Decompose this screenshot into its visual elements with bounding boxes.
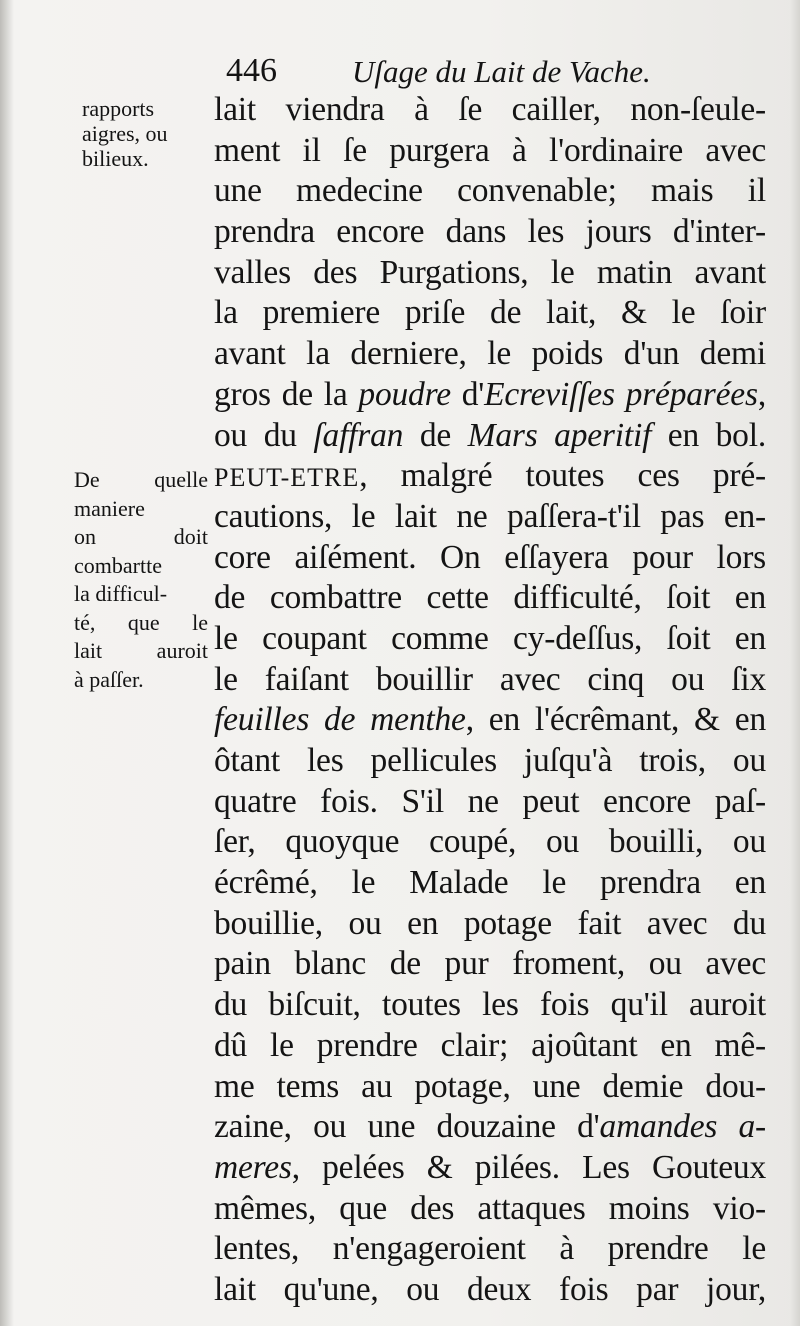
italic-run: meres — [214, 1148, 292, 1186]
body-line — [214, 1148, 766, 1189]
text-run: de combattre cette difficulté, ſoit en — [214, 579, 766, 617]
margin-note-rapports — [82, 96, 212, 171]
italic-run: Ecreviſſes préparées — [484, 375, 758, 413]
text-run: du biſcuit, toutes les fois qu'il auroit — [214, 986, 766, 1024]
text-run: me tems au potage, une demie dou- — [214, 1067, 766, 1105]
body-line — [214, 700, 766, 741]
body-line — [214, 985, 766, 1026]
body-text — [214, 90, 766, 1311]
text-run: prendra encore dans les jours d'inter- — [214, 213, 766, 251]
text-run: valles des Purgations, le matin avant — [214, 253, 766, 291]
margin-note-line: on doit — [74, 524, 208, 549]
italic-run: Mars aperitif — [467, 416, 652, 454]
text-run: ôtant les pellicules juſqu'à trois, ou — [214, 742, 766, 779]
margin-note-line: bilieux. — [82, 146, 149, 171]
margin-note-line: à paſſer. — [74, 666, 144, 692]
margin-note-line: lait auroit — [74, 638, 208, 663]
margin-note-line: De quelle — [74, 467, 208, 492]
body-line — [214, 416, 766, 457]
body-line — [214, 334, 766, 375]
text-run: dû le prendre clair; ajoûtant en mê- — [214, 1026, 766, 1064]
italic-run: amandes a- — [599, 1108, 766, 1146]
text-run: le faiſant bouillir avec cinq ou ſix — [214, 660, 766, 698]
body-line — [214, 1189, 766, 1230]
text-run: écrêmé, le Malade le prendra en — [214, 864, 766, 902]
body-line — [214, 863, 766, 904]
body-line — [214, 1026, 766, 1067]
text-run: une medecine convenable; mais il — [214, 172, 766, 210]
page-header — [226, 50, 766, 94]
body-line — [214, 212, 766, 253]
body-line — [214, 944, 766, 985]
body-line — [214, 538, 766, 579]
italic-run: ſaffran — [313, 416, 404, 454]
body-line — [214, 578, 766, 619]
text-run: en bol. — [651, 416, 766, 454]
text-run: lait qu'une, ou deux fois par jour, — [214, 1270, 766, 1308]
body-line — [214, 497, 766, 538]
text-run: , — [757, 375, 766, 413]
margin-note-line: aigres, ou — [82, 121, 168, 146]
margin-note-line: combartte — [74, 552, 162, 578]
body-line — [214, 741, 766, 782]
text-run: , en l'écrêmant, & en — [465, 701, 767, 739]
margin-note-difficulte — [74, 466, 208, 694]
text-run: de — [403, 416, 468, 454]
margin-note-line: maniere — [74, 495, 145, 521]
text-run: bouillie, ou en potage fait avec du — [214, 904, 766, 942]
body-line — [214, 375, 766, 416]
body-line — [214, 1067, 766, 1108]
text-run: core aiſément. On eſſayera pour lors — [214, 538, 766, 576]
body-line — [214, 822, 766, 863]
text-run: mêmes, que des attaques moins vio- — [214, 1189, 766, 1227]
body-line — [214, 171, 766, 212]
body-line — [214, 131, 766, 172]
body-line — [214, 90, 766, 131]
body-line — [214, 293, 766, 334]
body-line — [214, 456, 766, 497]
text-run: pain blanc de pur froment, ou avec — [214, 945, 766, 983]
italic-run: feuilles de menthe — [214, 701, 466, 739]
body-line — [214, 660, 766, 701]
margin-note-line: té, que le — [74, 609, 208, 635]
margin-note-line: la difficul- — [74, 581, 168, 606]
body-line — [214, 1107, 766, 1148]
text-run: ou du — [214, 416, 314, 454]
body-line — [214, 619, 766, 660]
text-run: gros de la — [214, 375, 359, 413]
page-gutter-shadow — [0, 0, 14, 1326]
text-run: , pelées & pilées. Les Gouteux — [291, 1148, 766, 1186]
text-run: zaine, ou une douzaine d' — [214, 1108, 600, 1146]
text-run: la premiere priſe de lait, & le ſoir — [214, 294, 766, 332]
body-line — [214, 1229, 766, 1270]
body-line — [214, 1270, 766, 1311]
body-line — [214, 253, 766, 294]
margin-note-line: rapports — [82, 96, 155, 121]
page-edge-shadow — [790, 0, 800, 1326]
italic-run: poudre — [358, 375, 451, 413]
text-run: cautions, le lait ne paſſera-t'il pas en- — [214, 497, 766, 535]
text-run: le coupant comme cy-deſſus, ſoit en — [214, 619, 766, 657]
body-line — [214, 904, 766, 945]
running-title: Uſage du Lait de Vache. — [352, 54, 651, 89]
text-run: , malgré toutes ces pré- — [359, 457, 766, 495]
text-run: ſer, quoyque coupé, ou bouilli, ou — [214, 823, 766, 861]
text-run: lentes, n'engageroient à prendre le — [214, 1230, 766, 1268]
small-caps-run: PEUT-ETRE — [214, 463, 360, 493]
text-run: ment il ſe purgera à l'ordinaire avec — [214, 131, 766, 169]
page-number: 446 — [226, 52, 277, 89]
body-line — [214, 782, 766, 823]
text-run: d' — [450, 375, 485, 413]
text-run: avant la derniere, le poids d'un demi — [214, 335, 766, 373]
text-run: quatre fois. S'il ne peut encore paſ- — [214, 782, 766, 820]
text-run: lait viendra à ſe cailler, non-ſeule- — [214, 91, 766, 128]
